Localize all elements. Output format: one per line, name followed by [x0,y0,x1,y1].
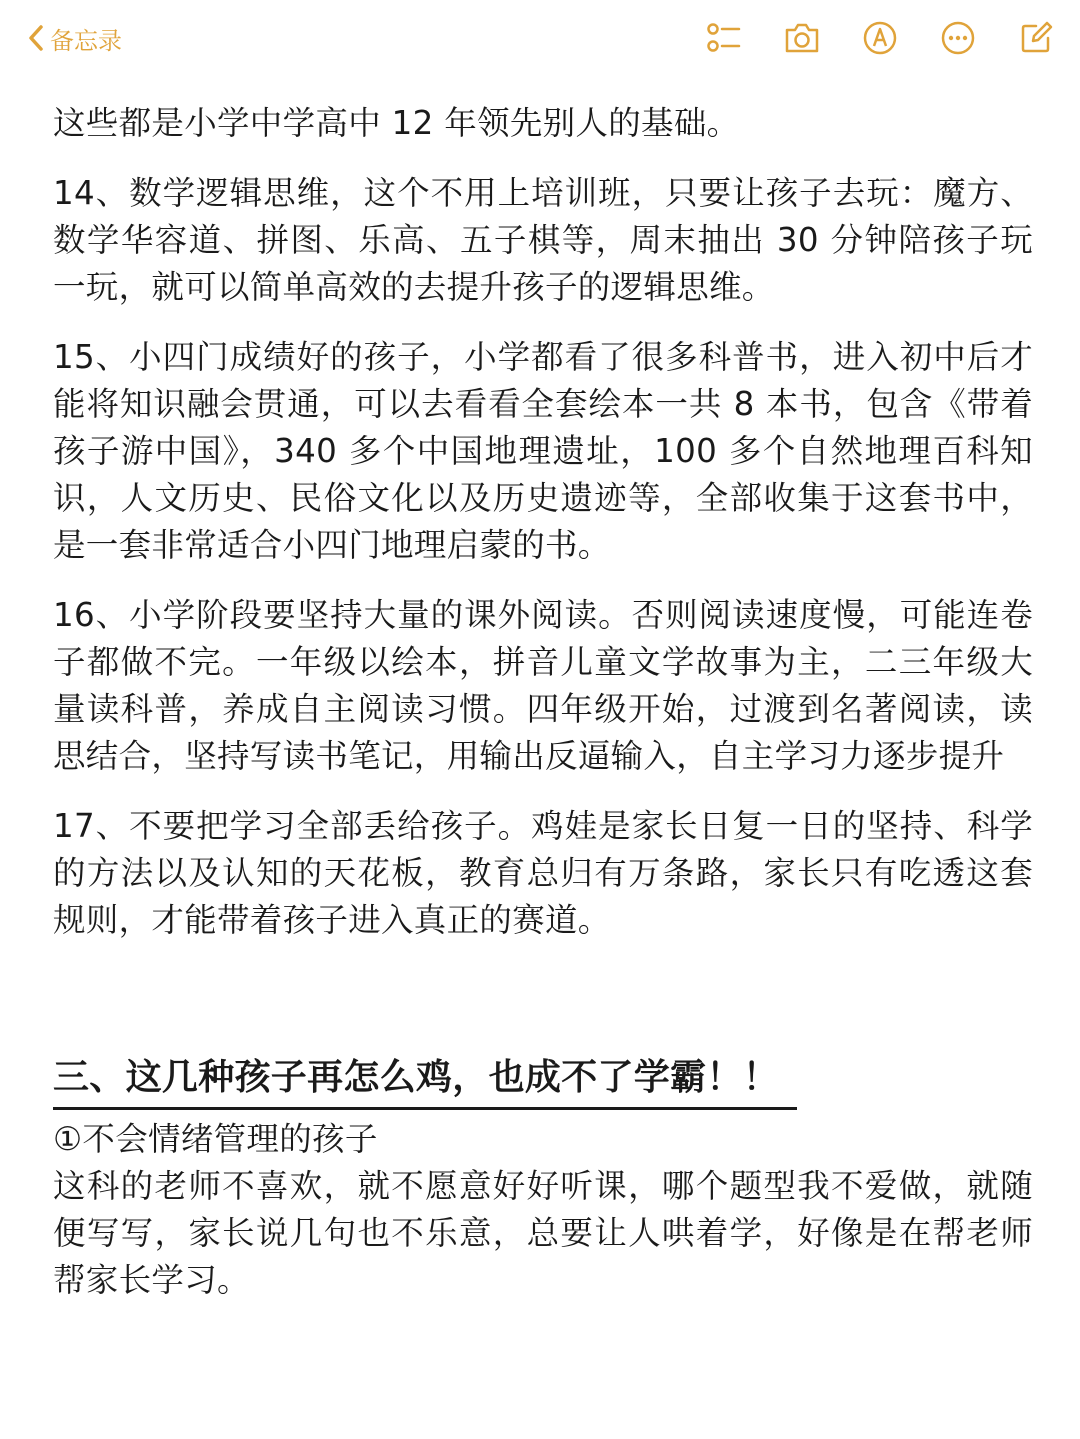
compose-button[interactable] [1016,18,1056,58]
note-body[interactable] [53,100,1033,1304]
checklist-icon [706,20,742,56]
note-paragraph-15: 15、小四门成绩好的孩子，小学都看了很多科普书，进入初中后才能将知识融会贯通，可以去看看全套绘本一共 8 本书，包含《带着孩子游中国》，340 多个中国地理遗址，100 多个自然地理百科知识，人文历史、民俗文化以及历史遗迹等，全部收集于这套书中，是一套非常适合小四门地理启蒙的书。 [53,338,1033,564]
note-paragraph-16: 16、小学阶段要坚持大量的课外阅读。否则阅读速度慢，可能连卷子都做不完。一年级以绘本，拼音儿童文学故事为主，二三年级大量读科普，养成自主阅读习惯。四年级开始，过渡到名著阅读，读思结合，坚持写读书笔记，用输出反逼输入，自主学习力逐步提升 [53,596,1033,775]
camera-icon [783,21,821,55]
markup-icon [862,20,898,56]
note-paragraph-intro: 这些都是小学中学高中 12 年领先别人的基础。 [53,104,740,142]
subsection-title: ①不会情绪管理的孩子 [53,1120,378,1158]
back-button-label: 备忘录 [50,26,122,55]
back-button[interactable] [26,18,122,58]
compose-icon [1018,20,1054,56]
note-paragraph-17: 17、不要把学习全部丢给孩子。鸡娃是家长日复一日的坚持、科学的方法以及认知的天花板，教育总归有万条路，家长只有吃透这套规则，才能带着孩子进入真正的赛道。 [53,807,1033,939]
toolbar [666,18,1056,58]
more-button[interactable] [938,18,978,58]
section-heading: 三、这几种孩子再怎么鸡，也成不了学霸！！ [53,1049,797,1110]
subsection [53,1116,1033,1304]
checklist-button[interactable] [704,18,744,58]
camera-button[interactable] [782,18,822,58]
note-paragraph-14: 14、数学逻辑思维，这个不用上培训班，只要让孩子去玩：魔方、数学华容道、拼图、乐高、五子棋等，周末抽出 30 分钟陪孩子玩一玩，就可以简单高效的去提升孩子的逻辑思维。 [53,174,1033,306]
nav-bar [0,0,1080,78]
chevron-left-icon [26,23,46,53]
subsection-body: 这科的老师不喜欢，就不愿意好好听课，哪个题型我不爱做，就随便写写，家长说几句也不乐意，总要让人哄着学，好像是在帮老师帮家长学习。 [53,1167,1033,1299]
more-icon [940,20,976,56]
markup-button[interactable] [860,18,900,58]
